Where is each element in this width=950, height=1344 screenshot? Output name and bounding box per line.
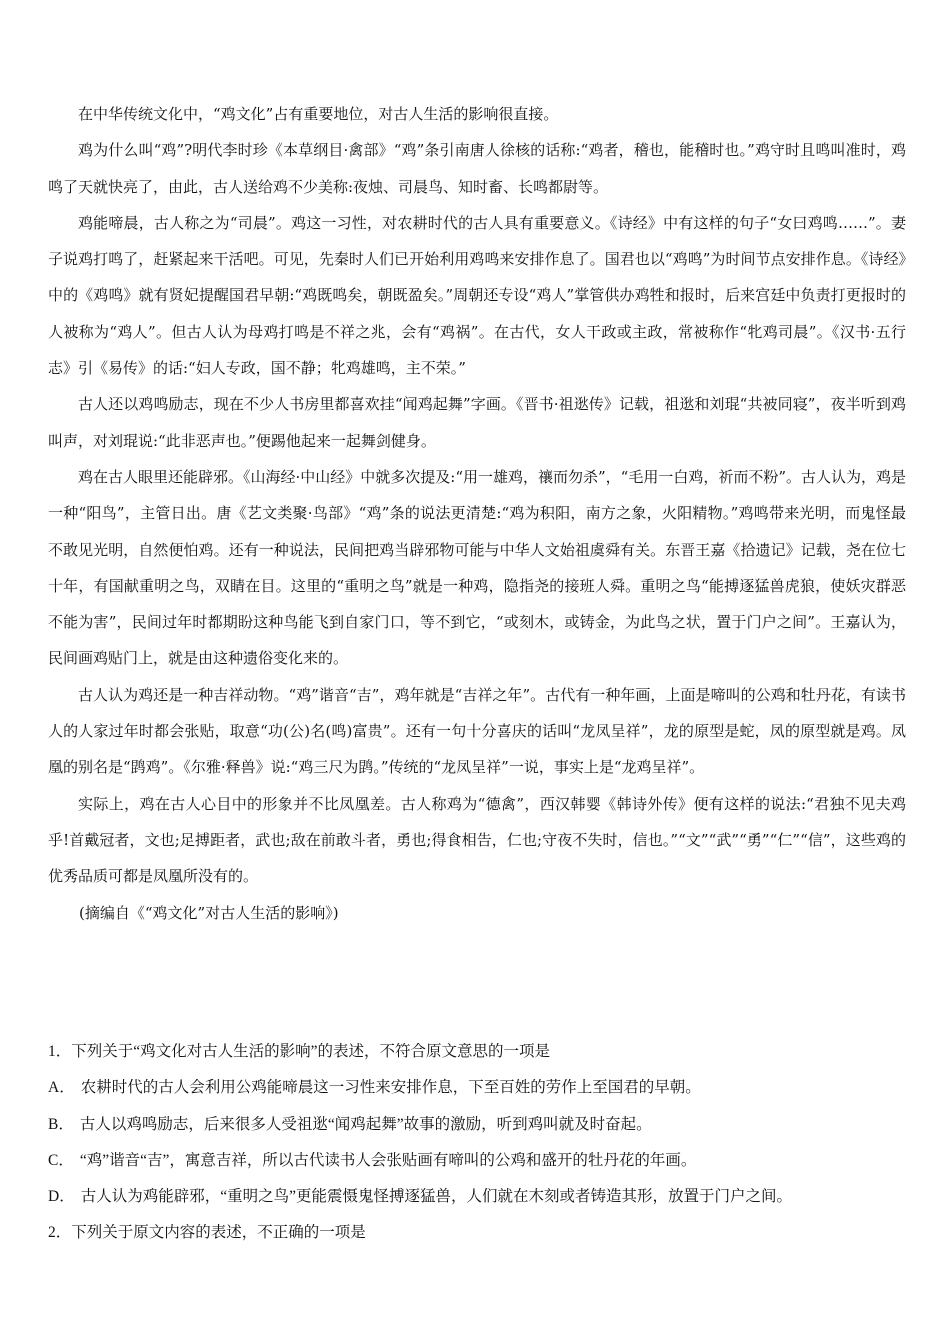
option-a-text: 农耕时代的古人会利用公鸡能啼晨这一习性来安排作息，下至百姓的劳作上至国君的早朝。 (80, 1079, 701, 1097)
question-1-option-a[interactable] (48, 1070, 906, 1106)
option-b-label: B． (48, 1115, 74, 1133)
option-b-text: 古人以鸡鸣励志，后来很多人受祖逖“闻鸡起舞”故事的激励，听到鸡叫就及时奋起。 (79, 1115, 652, 1133)
question-1-option-b[interactable] (48, 1107, 906, 1143)
article-paragraph-1: 在中华传统文化中，“鸡文化”占有重要地位，对古人生活的影响很直接。 (78, 105, 559, 123)
option-d-text: 古人认为鸡能辟邪，“重明之鸟”更能震慑鬼怪搏逐猛兽，人们就在木刻或者铸造其形，放置于门户之间。 (80, 1188, 792, 1206)
article-paragraph-2: 鸡为什么叫“鸡”?明代李时珍《本草纲目·禽部》“鸡”条引南唐人徐核的话称:“鸡者，稽也，能稽时也。”鸡守时且鸣叫准时，鸡鸣了天就快亮了，由此，古人送给鸡不少美称:夜烛、司晨鸟、知时畜、长鸣都尉等。 (48, 141, 906, 196)
article-paragraph-7: 实际上，鸡在古人心目中的形象并不比凤凰差。古人称鸡为“德禽”，西汉韩婴《韩诗外传》便有这样的说法:“君独不见夫鸡乎!首戴冠者，文也;足搏距者，武也;敌在前敢斗者，勇也;得食相告，仁也;守夜不失时，信也。”“文”“武”“勇”“仁”“信”，这些鸡的优秀品质可都是凤凰所没有的。 (48, 794, 906, 886)
question-section (48, 1034, 906, 1252)
question-1-option-c[interactable] (48, 1143, 906, 1179)
option-c-text: “鸡”谐音“吉”，寓意吉祥，所以古代读书人会张贴画有啼叫的公鸡和盛开的牡丹花的年画。 (79, 1151, 697, 1169)
article-source: (摘编自《“鸡文化”对古人生活的影响》) (79, 903, 339, 922)
question-1-stem (48, 1034, 906, 1070)
option-c-label: C． (48, 1151, 74, 1169)
article-body (48, 96, 906, 931)
question-2-stem (48, 1215, 906, 1251)
article-paragraph-4: 古人还以鸡鸣励志，现在不少人书房里都喜欢挂“闻鸡起舞”字画。《晋书·祖逖传》记载，祖逖和刘琨“共被同寝”，夜半听到鸡叫声，对刘琨说:“此非恶声也。”便踢他起来一起舞剑健身。 (48, 395, 906, 450)
question-1-text: 下列关于“鸡文化对古人生活的影响”的表述，不符合原文意思的一项是 (71, 1043, 551, 1060)
option-d-label: D． (48, 1188, 75, 1206)
question-1-option-d[interactable] (48, 1179, 906, 1215)
article-paragraph-3: 鸡能啼晨，古人称之为“司晨”。鸡这一习性，对农耕时代的古人具有重要意义。《诗经》中有这样的句子“女曰鸡鸣……”。妻子说鸡打鸣了，赶紧起来干活吧。可见，先秦时人们已开始利用鸡鸣来安排作息了。国君也以“鸡鸣”为时间节点安排作息。《诗经》中的《鸡鸣》就有贤妃提醒国君早朝:“鸡既鸣矣，朝既盈矣。”周朝还专设“鸡人”掌管供办鸡牲和报时，后来宫廷中负责打更报时的人被称为“鸡人”。但古人认为母鸡打鸣是不祥之兆，会有“鸡祸”。在古代，女人干政或主政，常被称作“牝鸡司晨”。《汉书·五行志》引《易传》的话:“妇人专政，国不静；牝鸡雄鸣，主不荣。” (48, 213, 906, 378)
article-paragraph-6: 古人认为鸡还是一种吉祥动物。“鸡”谐音“吉”，鸡年就是“吉祥之年”。古代有一种年画，上面是啼叫的公鸡和牡丹花，有读书人的人家过年时都会张贴，取意“功(公)名(鸣)富贵”。还有一句十分喜庆的话叫“龙凤呈祥”，龙的原型是蛇，凤的原型就是鸡。凤凰的别名是“鹍鸡”。《尔雅·释兽》说:“鸡三尺为鹍。”传统的“龙凤呈祥”一说，事实上是“龙鸡呈祥”。 (48, 685, 906, 777)
option-a-label: A． (48, 1079, 75, 1097)
article-paragraph-5: 鸡在古人眼里还能辟邪。《山海经·中山经》中就多次提及:“用一雄鸡，禳而勿杀”，“毛用一白鸡，祈而不粉”。古人认为，鸡是一种“阳鸟”，主管日出。唐《艺文类聚·鸟部》“鸡”条的说法更清楚:“鸡为积阳，南方之象，火阳精物。”鸡鸣带来光明，而鬼怪最不敢见光明，自然便怕鸡。还有一种说法，民间把鸡当辟邪物可能与中华人文始祖虞舜有关。东晋王嘉《拾遗记》记载，尧在位七十年，有国献重明之鸟，双睛在目。这里的“重明之鸟”就是一种鸡，隐指尧的接班人舜。重明之鸟“能搏逐猛兽虎狼，使妖灾群恶不能为害”，民间过年时都期盼这种鸟能飞到自家门口，等不到它，“或刻木，或铸金，为此鸟之状，置于门户之间”。王嘉认为，民间画鸡贴门上，就是由这种遗俗变化来的。 (48, 467, 907, 668)
question-1-number: 1． (48, 1043, 72, 1060)
question-2-number: 2． (48, 1224, 72, 1242)
question-2-text: 下列关于原文内容的表述，不正确的一项是 (71, 1224, 366, 1242)
